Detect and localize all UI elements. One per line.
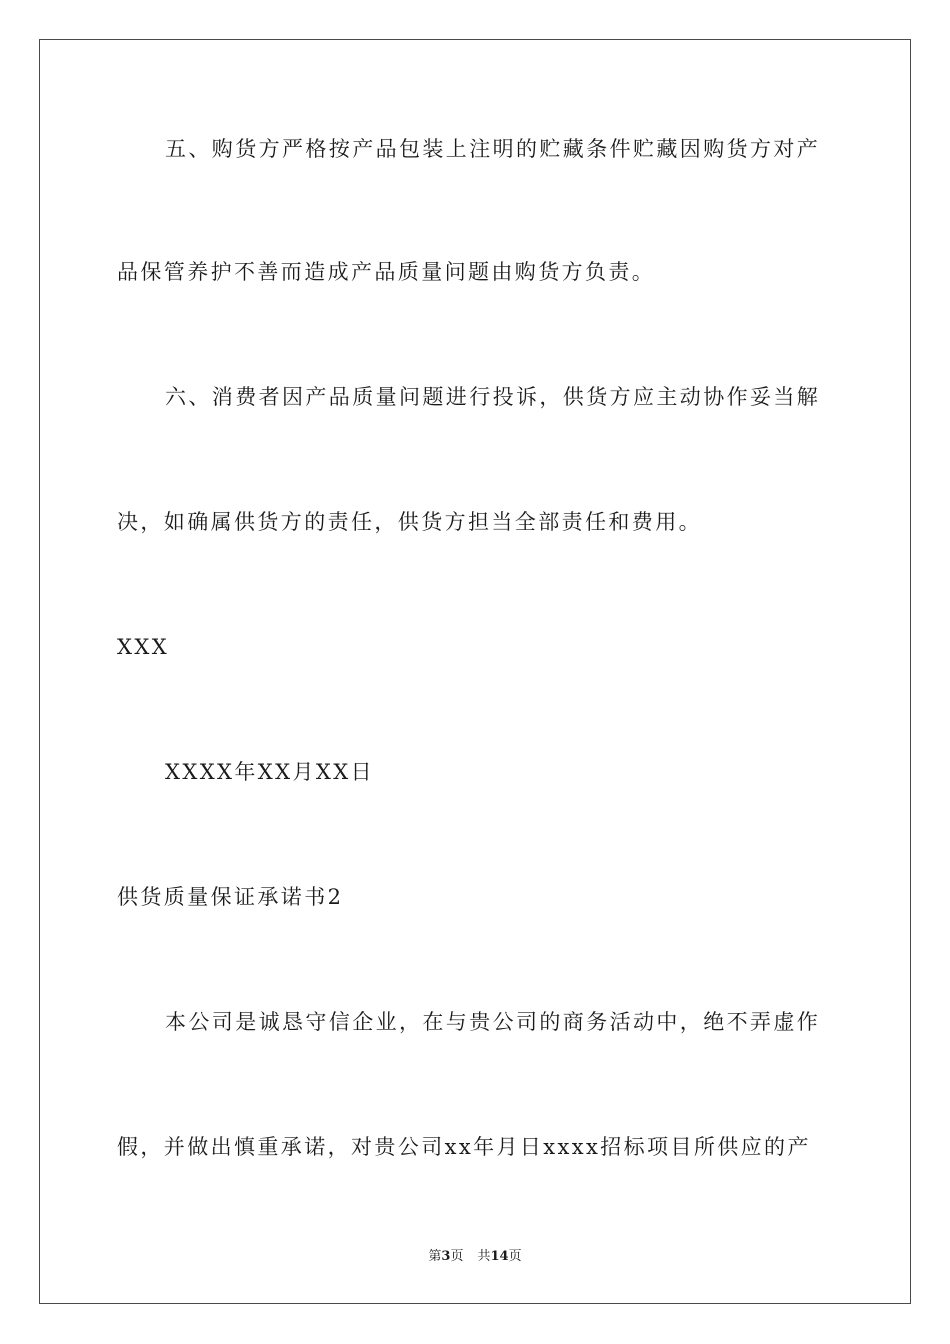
footer-total-pages: 14: [490, 1249, 509, 1264]
paragraph-line: 决，如确属供货方的责任，供货方担当全部责任和费用。: [117, 510, 702, 534]
footer-page-prefix: 第: [428, 1249, 442, 1264]
footer-page-suffix: 页: [450, 1249, 464, 1264]
paragraph-line: 假，并做出慎重承诺，对贵公司xx年月日xxxx招标项目所供应的产: [117, 1135, 811, 1159]
section-heading: 供货质量保证承诺书2: [117, 885, 344, 909]
signature-name: XXX: [117, 635, 170, 659]
page-footer: [0, 1248, 950, 1266]
footer-total-prefix: 共: [477, 1249, 491, 1264]
footer-page-number: 3: [441, 1249, 451, 1264]
paragraph-line: 品保管养护不善而造成产品质量问题由购货方负责。: [117, 260, 656, 284]
signature-date: XXXX年XX月XX日: [165, 760, 375, 784]
paragraph-line: 五、购货方严格按产品包装上注明的贮藏条件贮藏因购货方对产: [165, 137, 821, 161]
paragraph-line: 六、消费者因产品质量问题进行投诉，供货方应主动协作妥当解: [165, 385, 821, 409]
footer-total-suffix: 页: [508, 1249, 522, 1264]
paragraph-line: 本公司是诚恳守信企业，在与贵公司的商务活动中，绝不弄虚作: [165, 1010, 821, 1034]
page-border: [39, 39, 911, 1304]
